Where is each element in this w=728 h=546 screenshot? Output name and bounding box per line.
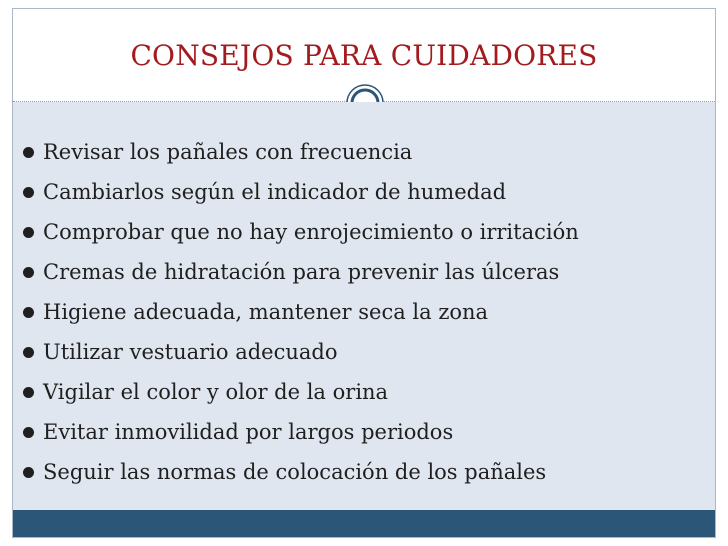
bullet-text: Higiene adecuada, mantener seca la zona [43, 300, 489, 324]
bullet-dot-icon [23, 387, 34, 398]
bullet-text: Seguir las normas de colocación de los pañales [43, 460, 547, 484]
bullet-text: Comprobar que no hay enrojecimiento o irritación [43, 220, 579, 244]
bullet-dot-icon [23, 307, 34, 318]
bullet-item [23, 172, 579, 212]
content-area [13, 102, 715, 510]
bullet-text: Utilizar vestuario adecuado [43, 340, 338, 364]
slide-frame [12, 8, 716, 538]
bullet-text: Cremas de hidratación para prevenir las úlceras [43, 260, 560, 284]
bullet-item [23, 452, 579, 492]
bullet-dot-icon [23, 227, 34, 238]
bullet-item [23, 372, 579, 412]
slide-title: CONSEJOS PARA CUIDADORES [130, 39, 598, 72]
bullet-list [23, 132, 579, 492]
bullet-text: Revisar los pañales con frecuencia [43, 140, 413, 164]
bullet-item [23, 252, 579, 292]
bullet-item [23, 132, 579, 172]
bullet-dot-icon [23, 347, 34, 358]
bullet-item [23, 212, 579, 252]
footer-bar [13, 510, 715, 537]
bullet-text: Vigilar el color y olor de la orina [43, 380, 389, 404]
bullet-dot-icon [23, 147, 34, 158]
bullet-item [23, 332, 579, 372]
bullet-text: Cambiarlos según el indicador de humedad [43, 180, 507, 204]
bullet-dot-icon [23, 267, 34, 278]
bullet-item [23, 412, 579, 452]
bullet-text: Evitar inmovilidad por largos periodos [43, 420, 454, 444]
bullet-dot-icon [23, 467, 34, 478]
bullet-item [23, 292, 579, 332]
bullet-dot-icon [23, 427, 34, 438]
bullet-dot-icon [23, 187, 34, 198]
